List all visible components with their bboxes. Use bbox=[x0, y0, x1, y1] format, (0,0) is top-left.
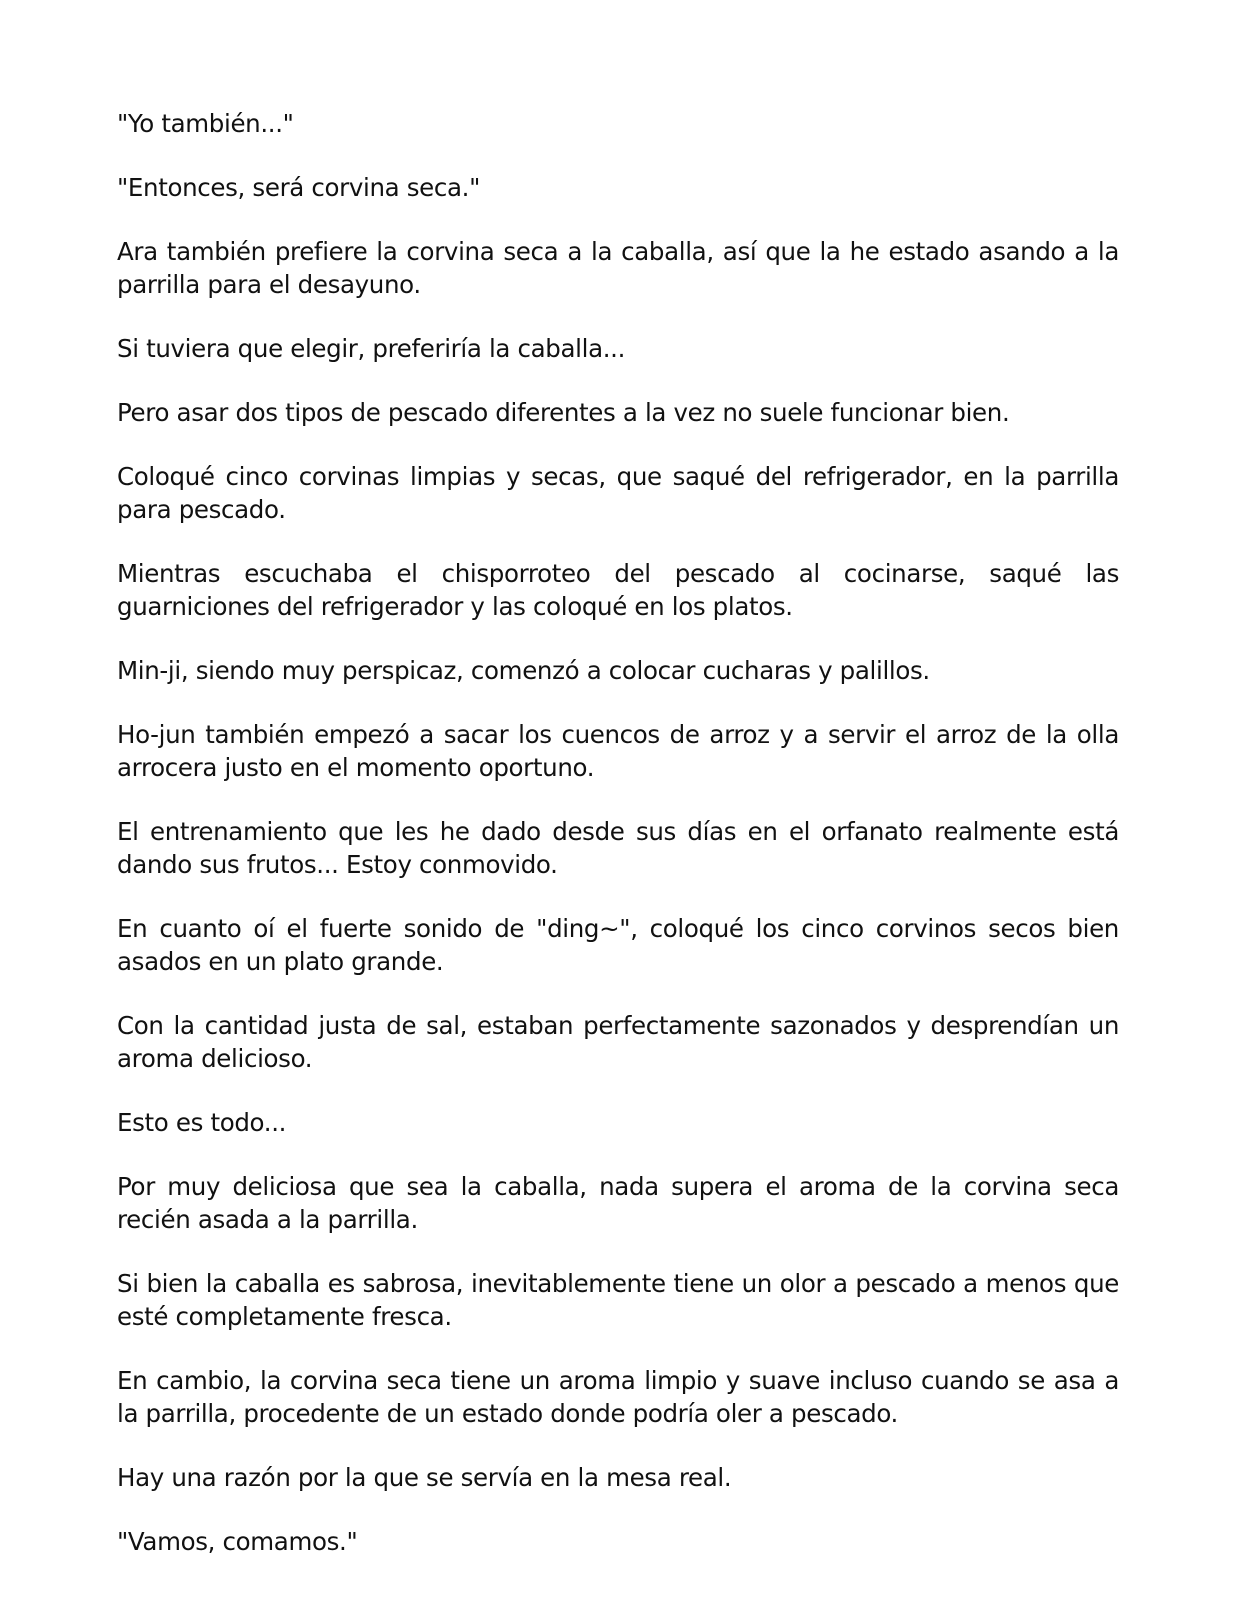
document-body bbox=[117, 107, 1119, 1558]
paragraph: "Yo también..." bbox=[117, 109, 294, 138]
paragraph: "Vamos, comamos." bbox=[117, 1527, 358, 1556]
paragraph: Min-ji, siendo muy perspicaz, comenzó a colocar cucharas y palillos. bbox=[117, 656, 930, 685]
paragraph: Ara también prefiere la corvina seca a la caballa, así que la he estado asando a la parrilla para el desayuno. bbox=[117, 237, 1119, 299]
paragraph: En cambio, la corvina seca tiene un aroma limpio y suave incluso cuando se asa a la parrilla, procedente de un estado donde podría oler a pescado. bbox=[117, 1366, 1119, 1428]
paragraph: Si bien la caballa es sabrosa, inevitablemente tiene un olor a pescado a menos que esté completamente fresca. bbox=[117, 1269, 1119, 1331]
paragraph: Si tuviera que elegir, preferiría la caballa... bbox=[117, 334, 626, 363]
paragraph: Por muy deliciosa que sea la caballa, nada supera el aroma de la corvina seca recién asada a la parrilla. bbox=[117, 1172, 1119, 1234]
paragraph: En cuanto oí el fuerte sonido de "ding~", coloqué los cinco corvinos secos bien asados en un plato grande. bbox=[117, 914, 1119, 976]
paragraph: Hay una razón por la que se servía en la mesa real. bbox=[117, 1463, 732, 1492]
paragraph: Coloqué cinco corvinas limpias y secas, que saqué del refrigerador, en la parrilla para pescado. bbox=[117, 462, 1119, 524]
paragraph: Ho-jun también empezó a sacar los cuencos de arroz y a servir el arroz de la olla arrocera justo en el momento oportuno. bbox=[117, 720, 1119, 782]
paragraph: Esto es todo... bbox=[117, 1108, 287, 1137]
paragraph: El entrenamiento que les he dado desde sus días en el orfanato realmente está dando sus frutos... Estoy conmovido. bbox=[117, 817, 1119, 879]
paragraph: Mientras escuchaba el chisporroteo del pescado al cocinarse, saqué las guarniciones del refrigerador y las coloqué en los platos. bbox=[117, 559, 1119, 621]
paragraph: "Entonces, será corvina seca." bbox=[117, 173, 481, 202]
paragraph: Pero asar dos tipos de pescado diferentes a la vez no suele funcionar bien. bbox=[117, 398, 1010, 427]
paragraph: Con la cantidad justa de sal, estaban perfectamente sazonados y desprendían un aroma delicioso. bbox=[117, 1011, 1119, 1073]
